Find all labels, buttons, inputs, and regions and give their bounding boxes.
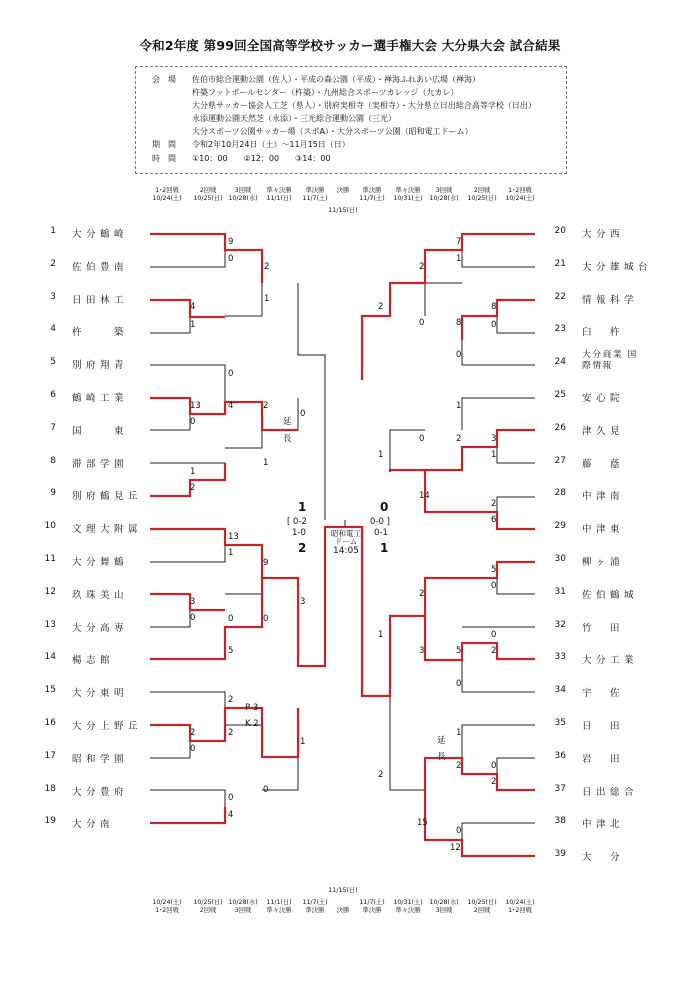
winner-line — [425, 470, 535, 529]
team-name: 国 東 — [72, 425, 129, 437]
team-name: 楊志館 — [72, 655, 115, 667]
score: 3 — [491, 434, 497, 444]
venue-line: 大分スポーツ公園サッカー場（スポA）・大分スポーツ公園（昭和電工ドーム） — [192, 127, 473, 136]
period-label: 期 間 — [152, 140, 176, 149]
score: 0 — [456, 826, 462, 836]
score: 1 — [190, 320, 196, 330]
final-pk-left: 2 — [298, 541, 307, 555]
bracket-line — [150, 790, 225, 807]
score: 0 — [228, 614, 234, 624]
team-number: 28 — [554, 488, 566, 499]
score: 1 — [264, 294, 270, 304]
team-name: 日出総合 — [582, 786, 639, 798]
score: 2 — [263, 401, 269, 411]
bracket-line — [497, 316, 535, 333]
score: 13 — [190, 401, 201, 411]
team-name: 別府翔青 — [72, 360, 129, 372]
final-header: 決勝 11/15(日) — [328, 187, 358, 214]
score: 2 — [378, 770, 384, 780]
team-name: 日田林工 — [72, 294, 129, 306]
team-name: 大分鶴崎 — [72, 229, 129, 240]
score: 0 — [419, 434, 425, 444]
round-header: 2回戦 10/25(日) — [193, 187, 223, 202]
team-number: 36 — [554, 750, 566, 761]
round-header: 3回戦 10/28(水) — [429, 187, 459, 202]
team-number: 19 — [44, 816, 56, 827]
team-name: 玖珠美山 — [72, 589, 129, 601]
winner-line — [150, 463, 225, 496]
team-name: 佐伯豊南 — [72, 261, 129, 273]
venue-line: 佐伯市総合運動公園（佐人）・平成の森公園（平成）・禅海ふれあい広場（禅海） — [192, 75, 480, 84]
round-header: 準決勝 11/7(土) — [302, 187, 328, 202]
team-number: 26 — [554, 422, 566, 433]
score: 0 — [456, 679, 462, 689]
score: 2 — [264, 262, 270, 272]
team-number: 21 — [554, 258, 566, 269]
score: 0 — [228, 793, 234, 803]
bracket-line — [225, 578, 262, 594]
score: 14 — [419, 491, 430, 501]
team-name: 杵 築 — [72, 327, 129, 339]
score: 2 — [419, 262, 425, 272]
team-number: 23 — [554, 324, 566, 335]
team-name: 中津東 — [582, 524, 625, 536]
bracket-line — [497, 447, 535, 463]
team-number: 11 — [44, 554, 56, 564]
bracket-line — [150, 414, 190, 430]
venue-line: 杵築フットボールセンター（杵築）・九州総合スポーツカレッジ（九カレ） — [192, 88, 459, 97]
score: 2 — [491, 777, 497, 787]
round-header: 10/25(日) 2回戦 — [467, 899, 497, 914]
score: 2 — [456, 761, 462, 771]
extra-time-note: 長 — [437, 752, 446, 762]
team-name: 大分舞鶴 — [72, 557, 129, 568]
team-number: 17 — [44, 750, 56, 761]
winner-line — [150, 527, 345, 666]
round-header: 2回戦 10/25(日) — [467, 187, 497, 202]
team-number: 39 — [554, 849, 566, 860]
winner-line — [150, 529, 262, 578]
score: 0 — [263, 614, 269, 624]
score: 0 — [491, 630, 497, 640]
winner-line — [345, 527, 535, 696]
team-number: 20 — [554, 226, 566, 236]
team-number: 1 — [50, 226, 56, 236]
team-name: 岩 田 — [582, 753, 625, 765]
round-header: 1･2回戦 10/24(土) — [505, 187, 535, 202]
winner-line — [150, 234, 262, 283]
round-header: 10/24(土) 1･2回戦 — [505, 899, 535, 914]
score: 0 — [300, 409, 306, 419]
final-half-right: 0-1 — [374, 528, 388, 538]
final-header-bottom: 11/15(日) — [328, 887, 358, 894]
team-number: 8 — [50, 455, 56, 466]
score: 1 — [300, 737, 306, 747]
team-number: 13 — [44, 619, 56, 630]
winner-line — [390, 430, 535, 472]
team-number: 29 — [554, 521, 566, 532]
score: 1 — [228, 548, 234, 558]
bracket-line — [462, 398, 535, 430]
score: 5 — [456, 646, 462, 656]
team-name: 竹 田 — [582, 622, 625, 634]
final-pk-right: 1 — [380, 541, 389, 555]
score: 6 — [491, 515, 497, 525]
winner-line — [150, 807, 225, 823]
team-name: 臼 杵 — [582, 327, 625, 339]
round-header: 準々決勝 10/31(土) — [393, 187, 423, 202]
venue-line: 永添運動公園天然芝（永添）・三光総合運動公園（三光） — [192, 114, 396, 123]
team-number: 35 — [554, 718, 566, 728]
extra-time-note: 延 — [283, 417, 292, 427]
team-number: 12 — [44, 586, 56, 597]
team-name: 安心院 — [582, 393, 625, 404]
final-half-left: [ 0-2 — [287, 517, 307, 527]
round-header: 10/31(土) 準々決勝 — [393, 899, 423, 914]
team-number: 16 — [44, 718, 56, 728]
team-name: 大 分 — [582, 852, 625, 864]
round-header: 準々決勝 11/1(日) — [266, 187, 292, 202]
score: 0 — [190, 613, 196, 623]
pk-note: K 2 — [245, 719, 259, 729]
team-number: 5 — [50, 357, 56, 368]
bracket-line — [225, 414, 262, 448]
round-header: 3回戦 10/28(水) — [228, 187, 258, 202]
round-header: 10/28(水) 3回戦 — [429, 899, 459, 914]
team-name: 日 田 — [582, 721, 625, 732]
score: 1 — [491, 450, 497, 460]
team-number: 7 — [50, 422, 56, 433]
team-number: 2 — [50, 258, 56, 269]
score: 4 — [190, 302, 196, 312]
team-name: 情報科学 — [582, 294, 639, 306]
score: 2 — [419, 589, 425, 599]
score: 8 — [456, 318, 462, 328]
team-number: 4 — [50, 324, 56, 335]
winner-line — [150, 594, 225, 610]
team-number: 38 — [554, 816, 566, 827]
final-header-bottom-name: 決勝 — [336, 907, 350, 914]
score: 0 — [419, 318, 425, 328]
team-number: 18 — [44, 783, 56, 794]
score: 13 — [228, 532, 239, 542]
score: 9 — [263, 558, 269, 568]
final-total-left: 1 — [298, 500, 307, 514]
score: 2 — [228, 728, 234, 738]
score: 4 — [228, 810, 234, 820]
bracket-line — [150, 317, 190, 333]
final-half-right: 0-0 ] — [370, 517, 390, 527]
bracket-line — [262, 708, 298, 790]
round-header: 11/1(日) 準々決勝 — [266, 899, 292, 914]
score: 3 — [300, 597, 306, 607]
score: 4 — [228, 401, 234, 411]
bracket-line — [150, 692, 225, 708]
score: 0 — [228, 369, 234, 379]
score: 3 — [190, 597, 196, 607]
score: 2 — [491, 646, 497, 656]
winner-line — [150, 300, 225, 317]
team-number: 6 — [50, 390, 56, 400]
team-number: 24 — [554, 357, 566, 368]
time-label: 時 間 — [152, 154, 176, 163]
team-name: 藤 蔭 — [582, 458, 625, 470]
score: 5 — [491, 565, 497, 575]
score: 2 — [378, 302, 384, 312]
round-header: 10/28(水) 3回戦 — [228, 899, 258, 914]
team-name: 大分豊府 — [72, 786, 129, 798]
team-number: 14 — [44, 652, 56, 663]
bracket-line — [462, 725, 535, 758]
score: 1 — [456, 728, 462, 738]
team-name: 大分高専 — [72, 622, 129, 634]
bracket-line — [497, 758, 535, 774]
bracket-line — [497, 497, 535, 512]
team-number: 10 — [44, 521, 56, 532]
bracket-line — [425, 283, 462, 316]
team-number: 22 — [554, 291, 566, 302]
team-name: 中津北 — [582, 819, 625, 831]
score: 0 — [491, 761, 497, 771]
score: 1 — [378, 630, 384, 640]
round-header: 1･2回戦 10/24(土) — [152, 187, 182, 202]
team-number: 27 — [554, 455, 566, 466]
team-name: 佐伯鶴城 — [582, 589, 639, 601]
score: 2 — [491, 499, 497, 509]
score: 9 — [228, 237, 234, 247]
score: 1 — [378, 450, 384, 460]
score: 1 — [456, 401, 462, 411]
winner-line — [462, 300, 535, 340]
score: 0 — [491, 320, 497, 330]
bracket-line — [390, 696, 425, 790]
score: 2 — [228, 695, 234, 705]
pk-note: P 3 — [245, 703, 259, 713]
team-name: 津久見 — [582, 425, 625, 437]
winner-line — [150, 398, 298, 430]
bracket-line — [150, 250, 225, 267]
team-name: 大分工業 — [582, 655, 639, 667]
bracket-line — [150, 741, 190, 758]
team-name: 別府鶴見丘 — [72, 491, 143, 503]
final-half-left: 1-0 — [292, 528, 306, 538]
team-number: 37 — [554, 783, 566, 794]
team-number: 3 — [50, 291, 56, 302]
team-name: 大分商業 国際情報 — [582, 350, 638, 372]
score: 0 — [228, 254, 234, 264]
venue-line: 大分県サッカー協会人工芝（県人）・別府実相寺（実相寺）・大分県立日出総合高等学校（日出） — [192, 101, 536, 110]
team-name: 柳ヶ浦 — [582, 557, 625, 568]
round-header: 準決勝 11/7(土) — [359, 187, 385, 202]
team-number: 32 — [554, 619, 566, 630]
winner-line — [362, 234, 535, 380]
final-total-right: 0 — [380, 500, 389, 514]
team-name: 大分雄城台 — [582, 261, 653, 273]
bracket-line — [150, 365, 225, 402]
team-name: 大分東明 — [72, 688, 129, 700]
team-name: 昭和学園 — [72, 753, 129, 765]
period-value: 令和2年10月24日（土）～11月15日（日） — [192, 140, 350, 149]
score: 0 — [190, 744, 196, 754]
time-value: ①10：00 ②12：00 ③14：00 — [192, 154, 331, 163]
score: 1 — [263, 458, 269, 468]
round-header: 11/7(土) 準決勝 — [359, 899, 385, 914]
round-header: 11/7(土) 準決勝 — [302, 899, 328, 914]
bracket-line — [462, 250, 535, 267]
final-venue: 昭和電工 ドーム 14:05 — [331, 529, 361, 556]
team-number: 33 — [554, 652, 566, 663]
round-header: 10/25(日) 2回戦 — [193, 899, 223, 914]
team-name: 中津南 — [582, 491, 625, 503]
page-title: 令和2年度 第99回全国高等学校サッカー選手権大会 大分県大会 試合結果 — [139, 38, 561, 53]
extra-time-note: 長 — [283, 434, 292, 444]
score: 1 — [456, 254, 462, 264]
score: 5 — [228, 646, 234, 656]
extra-time-note: 延 — [437, 736, 446, 746]
score: 1 — [190, 467, 196, 477]
score: 3 — [419, 646, 425, 656]
team-name: 滞部学園 — [72, 458, 129, 470]
team-number: 15 — [44, 685, 56, 696]
score: 0 — [190, 417, 196, 427]
bracket-line — [462, 660, 535, 692]
team-name: 文理大附属 — [72, 524, 143, 536]
team-name: 大分南 — [72, 819, 115, 831]
score: 0 — [456, 350, 462, 360]
team-number: 25 — [554, 390, 566, 400]
score: 12 — [450, 843, 461, 853]
winner-line — [425, 758, 535, 790]
score: 15 — [417, 818, 428, 828]
winner-line — [425, 616, 535, 660]
score: 2 — [456, 434, 462, 444]
round-header: 10/24(土) 1･2回戦 — [152, 899, 182, 914]
team-number: 34 — [554, 685, 566, 696]
bracket-line — [462, 823, 535, 840]
winner-line — [150, 708, 298, 757]
score: 8 — [491, 302, 497, 312]
bracket-line — [225, 283, 262, 316]
score: 7 — [456, 237, 462, 247]
team-name: 宇 佐 — [582, 688, 625, 700]
bracket-line — [462, 340, 535, 365]
team-name: 大分上野丘 — [72, 721, 143, 732]
score: 0 — [263, 785, 269, 795]
score: 2 — [190, 483, 196, 493]
bracket-line — [150, 610, 190, 627]
team-number: 31 — [554, 586, 566, 597]
score: 2 — [190, 728, 196, 738]
bracket-line — [298, 283, 325, 520]
bracket-line — [150, 545, 225, 562]
team-number: 30 — [554, 554, 566, 564]
score: 0 — [491, 581, 497, 591]
bracket-line — [497, 578, 535, 594]
venue-label: 会 場 — [152, 75, 176, 84]
team-number: 9 — [50, 488, 56, 499]
team-name: 鶴崎工業 — [72, 393, 129, 404]
team-name: 大分西 — [582, 229, 625, 240]
